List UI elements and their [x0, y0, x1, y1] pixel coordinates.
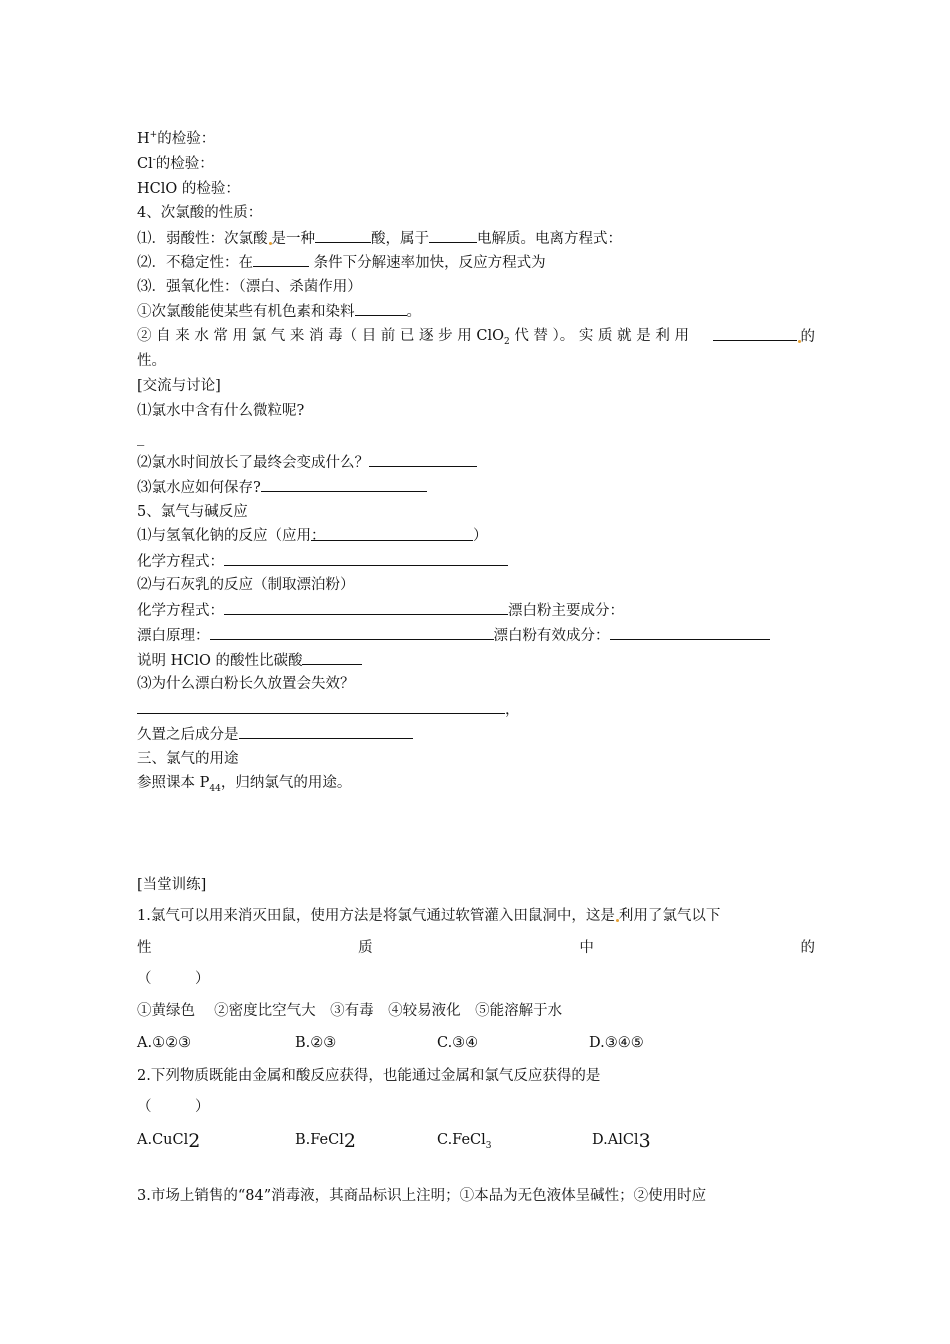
q2-option-b[interactable]: B.FeCl2 — [295, 1130, 356, 1152]
blank-field[interactable] — [253, 252, 309, 267]
q1-option-d[interactable]: D.③④⑤ — [589, 1035, 644, 1051]
blank-field[interactable] — [224, 600, 508, 615]
question-3: ⑶氯水应如何保存? — [137, 477, 427, 498]
blank-field[interactable] — [239, 724, 413, 739]
cl-test-line: Cl-的检验： — [137, 155, 214, 172]
blank-field[interactable] — [610, 625, 770, 640]
training-q1-props: ①黄绿色 ②密度比空气大 ③有毒 ④较易液化 ⑤能溶解于水 — [137, 1003, 563, 1019]
q2-option-a[interactable]: A.CuCl2 — [137, 1130, 201, 1152]
section-5-title: 5、氯气与碱反应 — [137, 504, 248, 520]
training-q2: 2.下列物质既能由金属和酸反应获得，也能通过金属和氯气反应获得的是 — [137, 1068, 601, 1084]
section-4-title: 4、次氯酸的性质： — [137, 205, 263, 221]
q1-option-b[interactable]: B.②③ — [295, 1035, 337, 1051]
acidity-line: 说明 HClO 的酸性比碳酸 — [137, 650, 362, 671]
hclo-test-line: HClO 的检验： — [137, 181, 240, 197]
training-q1-paren: （ ） — [137, 971, 210, 987]
blank-field[interactable] — [355, 301, 407, 316]
blank-field[interactable] — [137, 699, 505, 714]
h-test-line: H+的检验： — [137, 130, 216, 147]
equation-2-line: 化学方程式： 漂白粉主要成分： — [137, 600, 624, 621]
oxidize-line: ⑶．强氧化性：（漂白、杀菌作用） — [137, 279, 362, 295]
section-3-title: 三、氯气的用途 — [137, 751, 239, 767]
q2-option-c[interactable]: C.FeCl$_3$ — [437, 1132, 492, 1151]
blank-field[interactable] — [224, 551, 508, 566]
blank-field[interactable] — [210, 625, 494, 640]
blank-field[interactable] — [713, 326, 797, 341]
question-1-blank[interactable]: _ — [137, 430, 145, 446]
blank-field[interactable] — [315, 228, 371, 243]
blank-field[interactable] — [369, 452, 477, 467]
q2-option-d[interactable]: D.AlCl3 — [592, 1130, 651, 1152]
weak-acid-line: ⑴．弱酸性：次氯酸 是一种 酸，属于 电解质。电离方程式： — [137, 228, 622, 249]
after-line: 久置之后成分是 — [137, 724, 413, 745]
question-1: ⑴氯水中含有什么微粒呢? — [137, 403, 305, 419]
blank-field[interactable] — [302, 650, 362, 665]
equation-1-line: 化学方程式： — [137, 551, 508, 572]
question-2: ⑵氯水时间放长了最终会变成什么？ — [137, 452, 477, 473]
unstable-line: ⑵．不稳定性：在 条件下分解速率加快，反应方程式为 — [137, 252, 546, 273]
question-fail: ⑶为什么漂白粉长久放置会失效？ — [137, 676, 355, 692]
training-q2-paren: （ ） — [137, 1099, 210, 1115]
discussion-title: [交流与讨论] — [137, 378, 221, 394]
blank-field[interactable] — [429, 228, 477, 243]
item-2-line: ② 自 来 水 常 用 氯 气 来 消 毒（ 目 前 已 逐 步 用 ClO$_2$ 代 替 ）。 实 质 就 是 利 用 的 — [137, 328, 815, 347]
training-q1: 1.氯气可以用来消灭田鼠，使用方法是将氯气通过软管灌入田鼠洞中，这是 利用了氯气以下 — [137, 908, 721, 924]
lime-line: ⑵与石灰乳的反应（制取漂泊粉） — [137, 577, 355, 593]
fail-answer-line: ， — [137, 699, 520, 720]
item-1-line: ①次氯酸能使某些有机色素和染料 。 — [137, 301, 421, 322]
training-q1-spread: 性 质 中 的 — [137, 940, 815, 956]
q1-option-a[interactable]: A.①②③ — [137, 1035, 192, 1051]
training-q3: 3.市场上销售的“84”消毒液，其商品标识上注明；①本品为无色液体呈碱性；②使用时应 — [137, 1188, 707, 1204]
bleach-line: 漂白原理： 漂白粉有效成分： — [137, 625, 770, 646]
naoh-line: ⑴与氢氧化钠的反应（应用： ） — [137, 528, 488, 544]
training-title: [当堂训练] — [137, 877, 207, 893]
blank-field[interactable]: ： — [311, 526, 473, 541]
item-2-continued: 性。 — [137, 353, 166, 369]
q1-option-c[interactable]: C.③④ — [437, 1035, 479, 1051]
blank-field[interactable] — [261, 477, 427, 492]
reference-line: 参照课本 $P_{44}$，归纳氯气的用途。 — [137, 775, 352, 794]
